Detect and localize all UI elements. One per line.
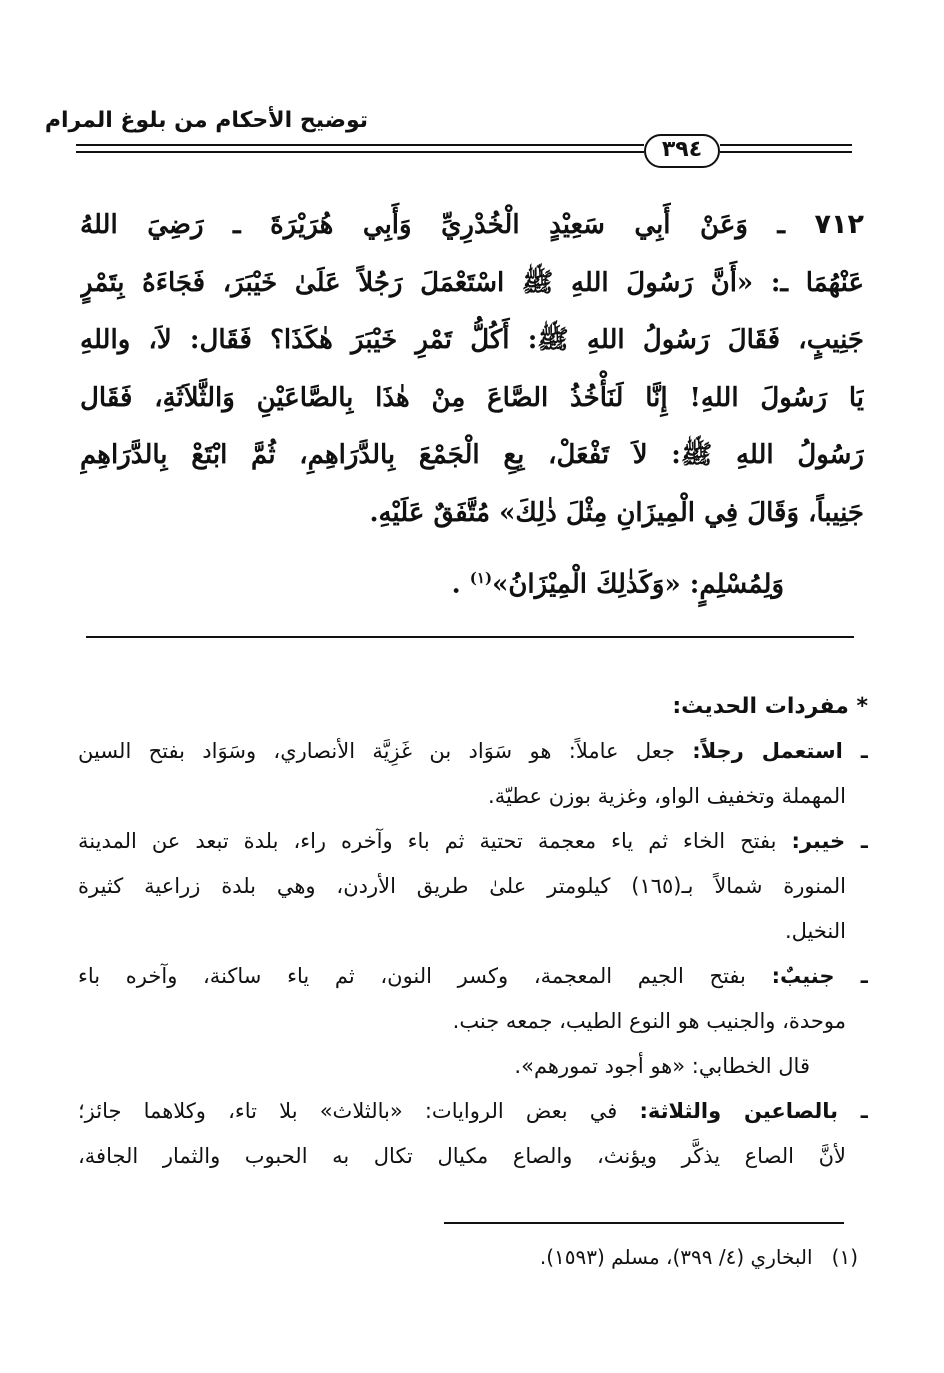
hadith-line: رَسُولُ اللهِ ﷺ: لاَ تَفْعَلْ، بِعِ الْجَمْعَ بِالدَّرَاهِمِ، ثُمَّ ابْتَعْ بِالدَّرَاهِمِ — [80, 440, 864, 470]
header-rule-right-top — [720, 144, 852, 146]
header-rule-right-bottom — [720, 151, 852, 153]
header-rule-left-bottom — [76, 151, 644, 153]
hadith-line: عَنْهُمَا ـ: «أَنَّ رَسُولَ اللهِ ﷺ اسْتَعْمَلَ رَجُلاً عَلَىٰ خَيْبَرَ، فَجَاءَهُ بِتَمْرٍ — [80, 267, 864, 298]
header-rule-left-top — [76, 144, 644, 146]
page-number-badge — [644, 134, 720, 168]
hadith-text — [80, 196, 864, 542]
vocab-entry — [78, 819, 868, 954]
vocab-entry — [78, 729, 868, 819]
section-divider — [86, 636, 854, 638]
vocab-entry-line — [78, 954, 868, 999]
vocab-definition: جعل عاملاً: هو سَوَاد بن غَزِيَّة الأنصاري، وسَوَاد بفتح السين — [78, 739, 675, 763]
vocab-term: ـ جنيبٌ: — [771, 964, 868, 988]
vocab-entry-line: المهملة وتخفيف الواو، وغزية بوزن عطيّة. — [488, 784, 846, 808]
vocab-entry-line: لأنَّ الصاع يذكَّر ويؤنث، والصاع مكيال تكال به الحبوب والثمار الجافة، — [78, 1144, 846, 1168]
vocab-entry — [78, 954, 868, 1044]
hadith-line — [80, 196, 864, 255]
page-number: ٣٩٤ — [661, 137, 703, 162]
running-title: توضيح الأحكام من بلوغ المرام — [44, 108, 368, 133]
vocab-entry-line: المنورة شمالاً بـ(١٦٥) كيلومتر علىٰ طريق الأردن، وهي بلدة زراعية كثيرة — [78, 874, 846, 898]
footnote-text: البخاري (٤/ ٣٩٩)، مسلم (١٥٩٣). — [539, 1245, 813, 1269]
muslim-narration-end: . — [451, 569, 461, 600]
hadith-line: جَنِيباً، وَقَالَ فِي الْمِيزَانِ مِثْلَ ذٰلِكَ» مُتَّفَقٌ عَلَيْهِ. — [369, 497, 864, 528]
muslim-narration — [224, 550, 784, 614]
vocab-definition: بفتح الجيم المعجمة، وكسر النون، ثم ياء ساكنة، وآخره باء — [78, 964, 746, 988]
vocabulary-title: * مفردات الحديث: — [672, 694, 868, 719]
muslim-narration-text: وَلِمُسْلِمٍ: «وَكَذٰلِكَ الْمِيْزَانُ» — [492, 569, 784, 600]
vocab-definition: بفتح الخاء ثم ياء معجمة تحتية ثم باء وآخره راء، بلدة تبعد عن المدينة — [78, 829, 777, 853]
vocab-term: ـ استعمل رجلاً: — [692, 739, 868, 763]
vocab-entry-line: النخيل. — [784, 919, 846, 943]
footnote-marker: (١) — [469, 569, 493, 587]
hadith-number: ٧١٢ — [814, 209, 864, 240]
hadith-line: يَا رَسُولَ اللهِ! إِنَّا لَنَأْخُذُ الصَّاعَ مِنْ هٰذَا بِالصَّاعَيْنِ وَالثَّلاَثَةِ، فَقَال — [80, 382, 864, 413]
vocab-entry-line — [78, 729, 868, 774]
vocab-term: ـ خيبر: — [791, 829, 868, 853]
footnote — [238, 1245, 858, 1269]
vocab-term: ـ بالصاعين والثلاثة: — [639, 1099, 868, 1123]
vocab-entry-line — [78, 1089, 868, 1134]
footnote-number: (١) — [831, 1245, 858, 1269]
hadith-line-text: ـ وَعَنْ أَبِي سَعِيْدٍ الْخُدْرِيِّ وَأَبِي هُرَيْرَةَ ـ رَضِيَ اللهُ — [80, 210, 786, 240]
vocab-entry-line: موحدة، والجنيب هو النوع الطيب، جمعه جنب. — [452, 1009, 846, 1033]
vocab-entry — [78, 1089, 868, 1179]
vocab-entry-line — [78, 819, 868, 864]
vocab-definition: في بعض الروايات: «بالثلاث» بلا تاء، وكلاهما جائز؛ — [78, 1099, 618, 1123]
footnote-divider — [444, 1222, 844, 1224]
khattabi-quote: قال الخطابي: «هو أجود تمورهم». — [514, 1054, 810, 1078]
hadith-line: جَنِيبٍ، فَقَالَ رَسُولُ اللهِ ﷺ: أَكُلُّ تَمْرِ خَيْبَرَ هٰكَذَا؟ فَقَال: لاَ، واللهِ — [80, 325, 864, 355]
vocabulary-section — [78, 684, 868, 1179]
